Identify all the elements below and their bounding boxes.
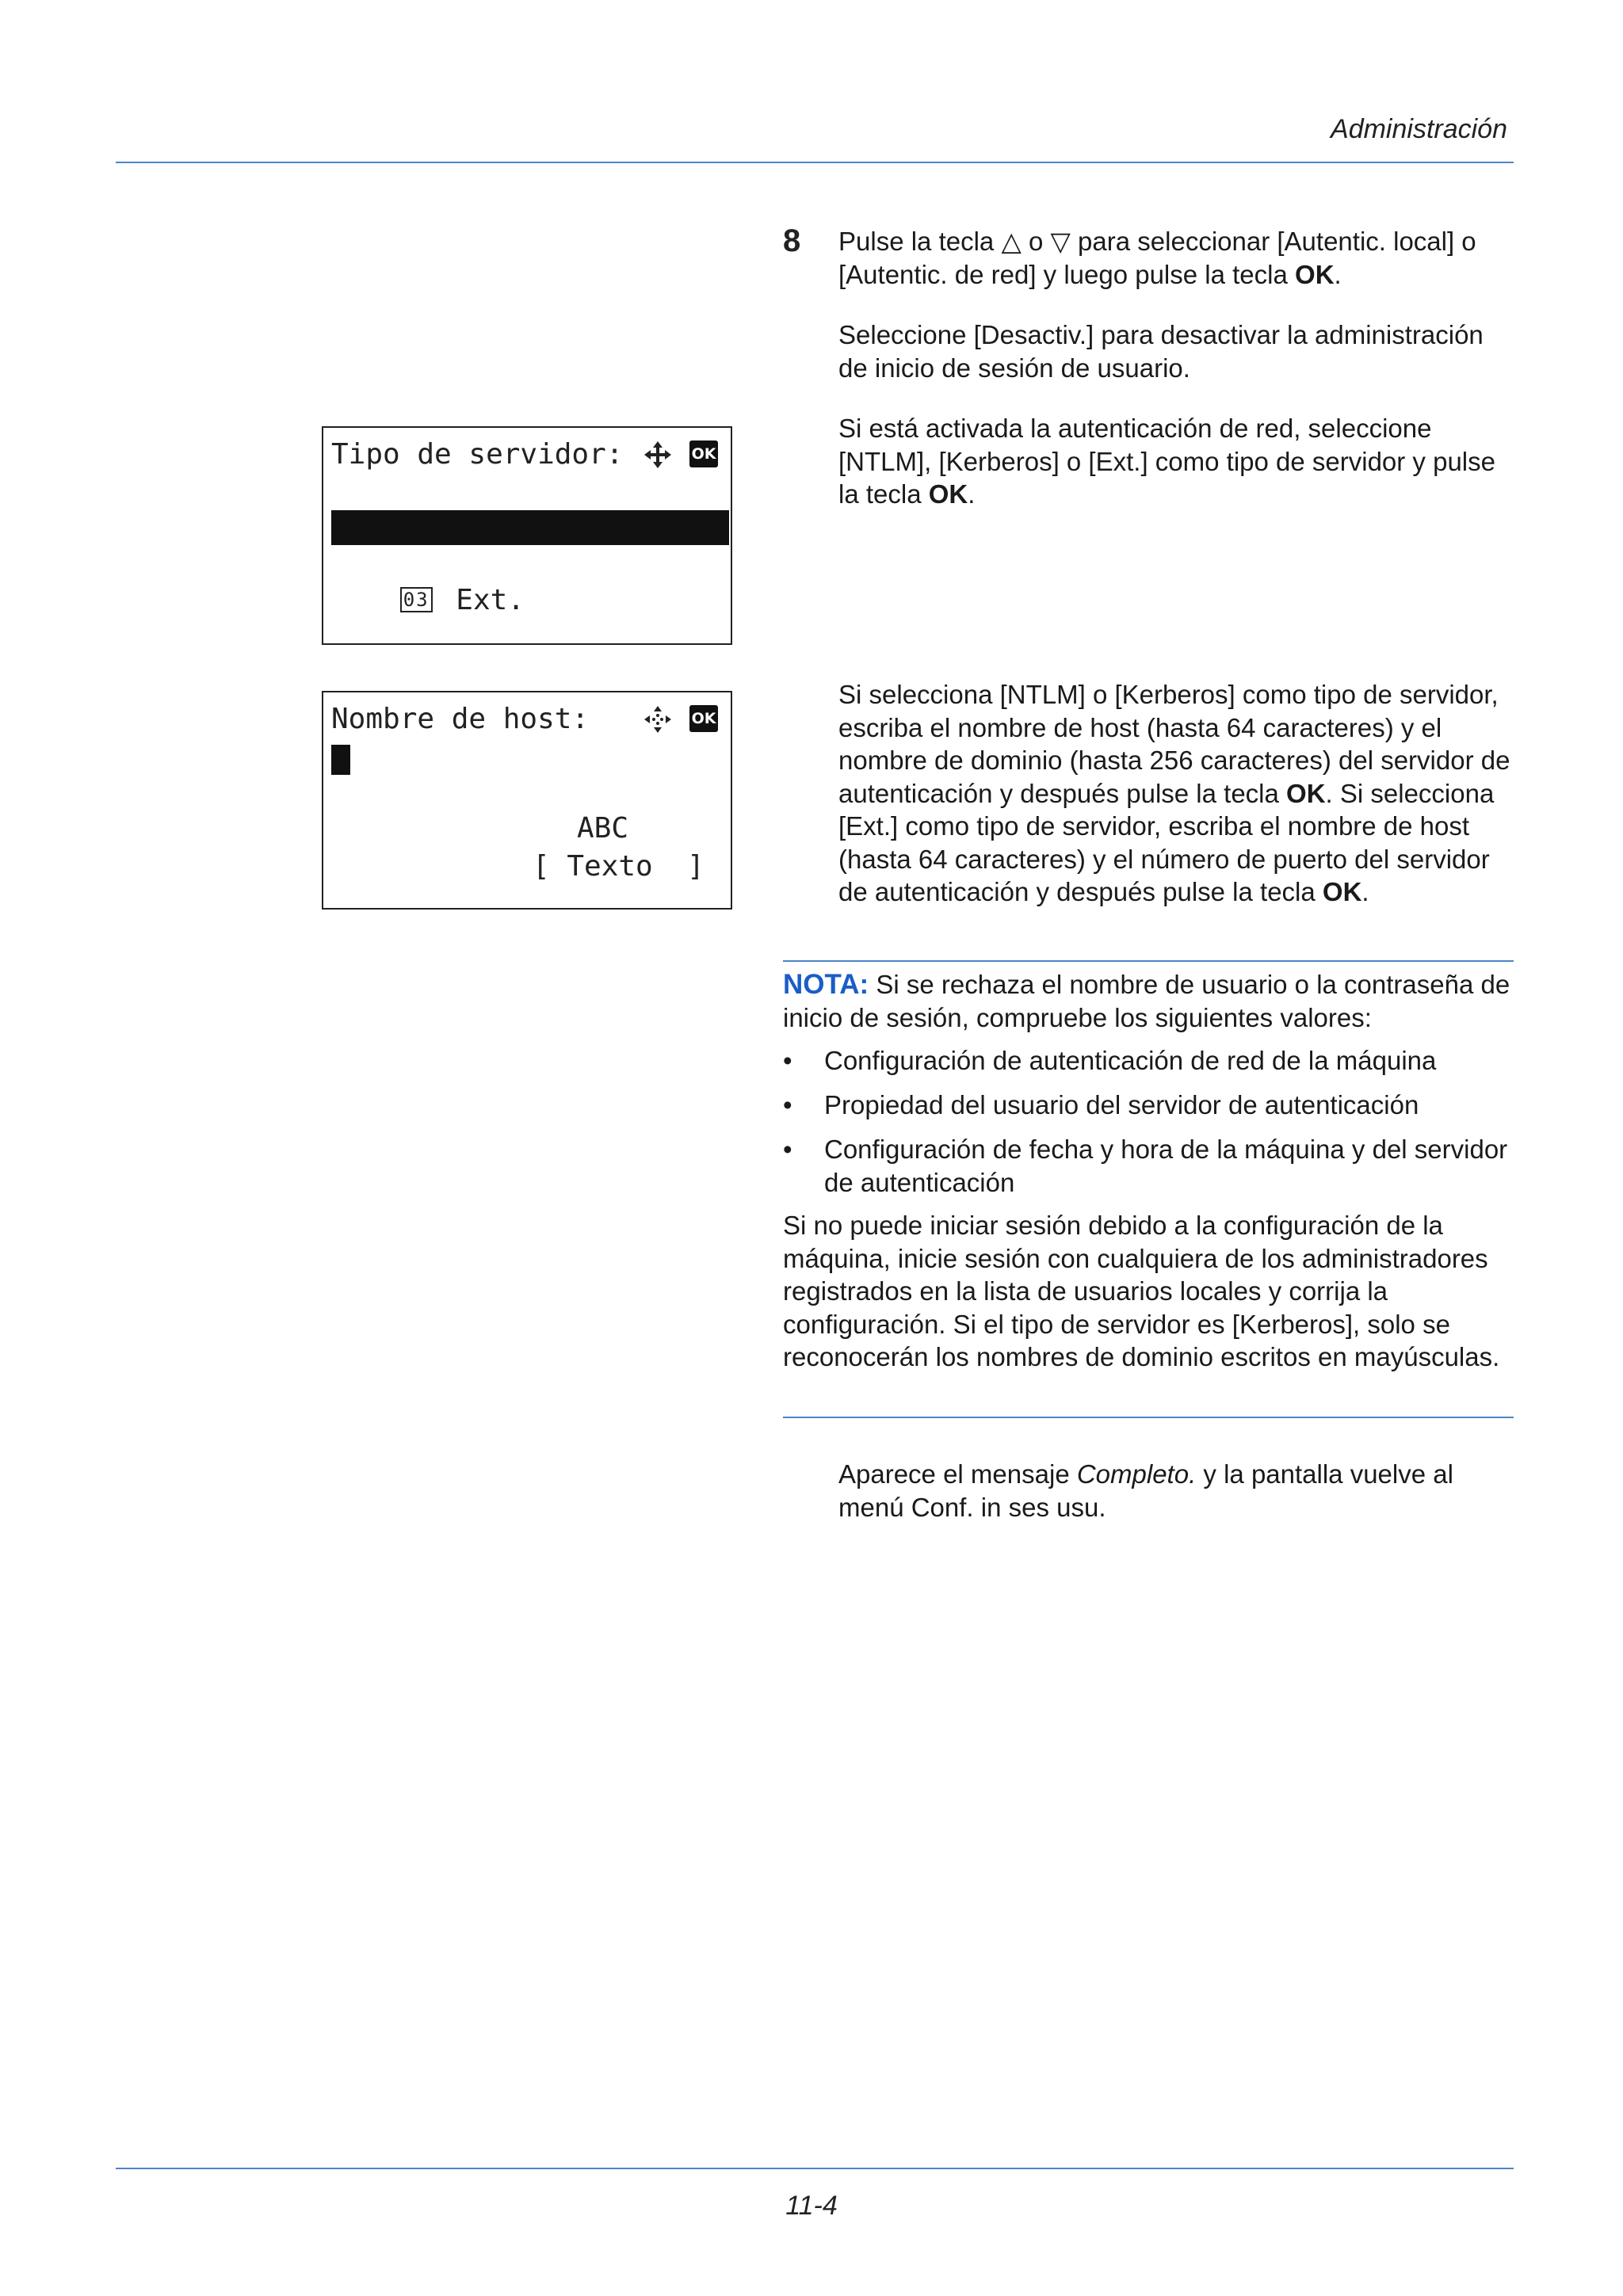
bullet-text: Propiedad del usuario del servidor de autenticación xyxy=(824,1090,1419,1119)
step-number: 8 xyxy=(783,223,801,258)
softkey-text-label: [ Texto ] xyxy=(533,850,705,883)
lcd-option-ntlm xyxy=(331,474,525,509)
lcd-panel-server-type xyxy=(322,426,732,645)
completed-message-text: Completo. xyxy=(1076,1459,1197,1489)
lcd-option-ext xyxy=(331,548,525,616)
text-run: . xyxy=(968,479,976,509)
option-label: Ext. xyxy=(438,584,525,616)
ok-key-icon: OK xyxy=(689,441,718,467)
option-number-badge: 02 xyxy=(400,549,433,574)
ok-key-icon: OK xyxy=(689,705,718,732)
lcd-title: Nombre de host: xyxy=(331,703,590,735)
disable-paragraph: Seleccione [Desactiv.] para desactivar la administración de inicio de sesión de usuario. xyxy=(838,320,1484,383)
note-intro xyxy=(783,968,1514,1034)
network-auth-paragraph xyxy=(838,412,1514,511)
text-cursor xyxy=(331,745,350,775)
text-run: . xyxy=(1361,877,1369,906)
lcd-option-kerberos-selected xyxy=(331,510,729,578)
bullet-text: Configuración de fecha y hora de la máquina y del servidor de autenticación xyxy=(824,1135,1508,1197)
ok-key-text: OK xyxy=(928,479,968,509)
note-outro-paragraph: Si no puede iniciar sesión debido a la configuración de la máquina, inicie sesión con cualquiera de los administradores registrados en la lista de usuarios locales y corrija la configuración. Si el tipo de servidor es [Kerberos], solo se reconocerán los nombres de dominio escritos en mayúsculas. xyxy=(783,1211,1500,1371)
completion-paragraph xyxy=(838,1458,1514,1524)
lcd-panel-host-name xyxy=(322,691,732,910)
note-label: NOTA: xyxy=(783,969,869,1000)
bullet-icon: • xyxy=(783,1090,792,1119)
ok-key-text: OK xyxy=(1295,259,1335,289)
ok-key-text: OK xyxy=(1286,778,1326,808)
text-run: . Si selecciona [Ext.] como tipo de servidor, escriba el nombre de host (hasta 64 caracteres) y el número de puerto del servidor de autenticación y después pulse la tecla xyxy=(838,778,1495,906)
page-number: 11-4 xyxy=(785,2191,838,2221)
page-header-title: Administración xyxy=(1331,114,1507,144)
ok-key-text: OK xyxy=(1322,877,1362,906)
footer-rule xyxy=(116,2168,1514,2169)
header-rule xyxy=(116,162,1514,163)
lcd-title: Tipo de servidor: xyxy=(331,438,624,471)
bullet-icon: • xyxy=(783,1046,792,1075)
text-run: . xyxy=(1334,259,1342,289)
option-number-badge: 03 xyxy=(400,587,433,612)
note-bottom-rule xyxy=(783,1417,1514,1418)
host-name-paragraph xyxy=(838,678,1514,909)
note-top-rule xyxy=(783,960,1514,962)
text-run: Si está activada la autenticación de red, seleccione [NTLM], [Kerberos] o [Ext.] como tipo de servidor y pulse la tecla xyxy=(838,414,1495,509)
text-run: Pulse la tecla △ o ▽ para seleccionar [Autentic. local] o [Autentic. de red] y luego pulse la tecla xyxy=(838,227,1476,289)
step-instruction-paragraph xyxy=(838,225,1514,291)
note-intro-text: Si se rechaza el nombre de usuario o la contraseña de inicio de sesión, compruebe los siguientes valores: xyxy=(783,970,1510,1032)
navigation-arrows-dotted-icon xyxy=(642,704,674,735)
bullet-text: Configuración de autenticación de red de la máquina xyxy=(824,1046,1437,1075)
text-run: Si selecciona [NTLM] o [Kerberos] como tipo de servidor, escriba el nombre de host (hasta 64 caracteres) y el nombre de dominio (hasta 256 caracteres) del servidor de autenticación y después pulse la tecla xyxy=(838,680,1510,808)
input-mode-label: ABC xyxy=(577,812,629,845)
navigation-arrows-icon xyxy=(642,439,674,471)
text-run: Aparece el mensaje xyxy=(838,1459,1077,1489)
text-run: y la pantalla vuelve al menú Conf. in ses usu. xyxy=(838,1459,1453,1522)
option-label: *Kerberos xyxy=(438,546,594,578)
bullet-icon: • xyxy=(783,1135,792,1164)
